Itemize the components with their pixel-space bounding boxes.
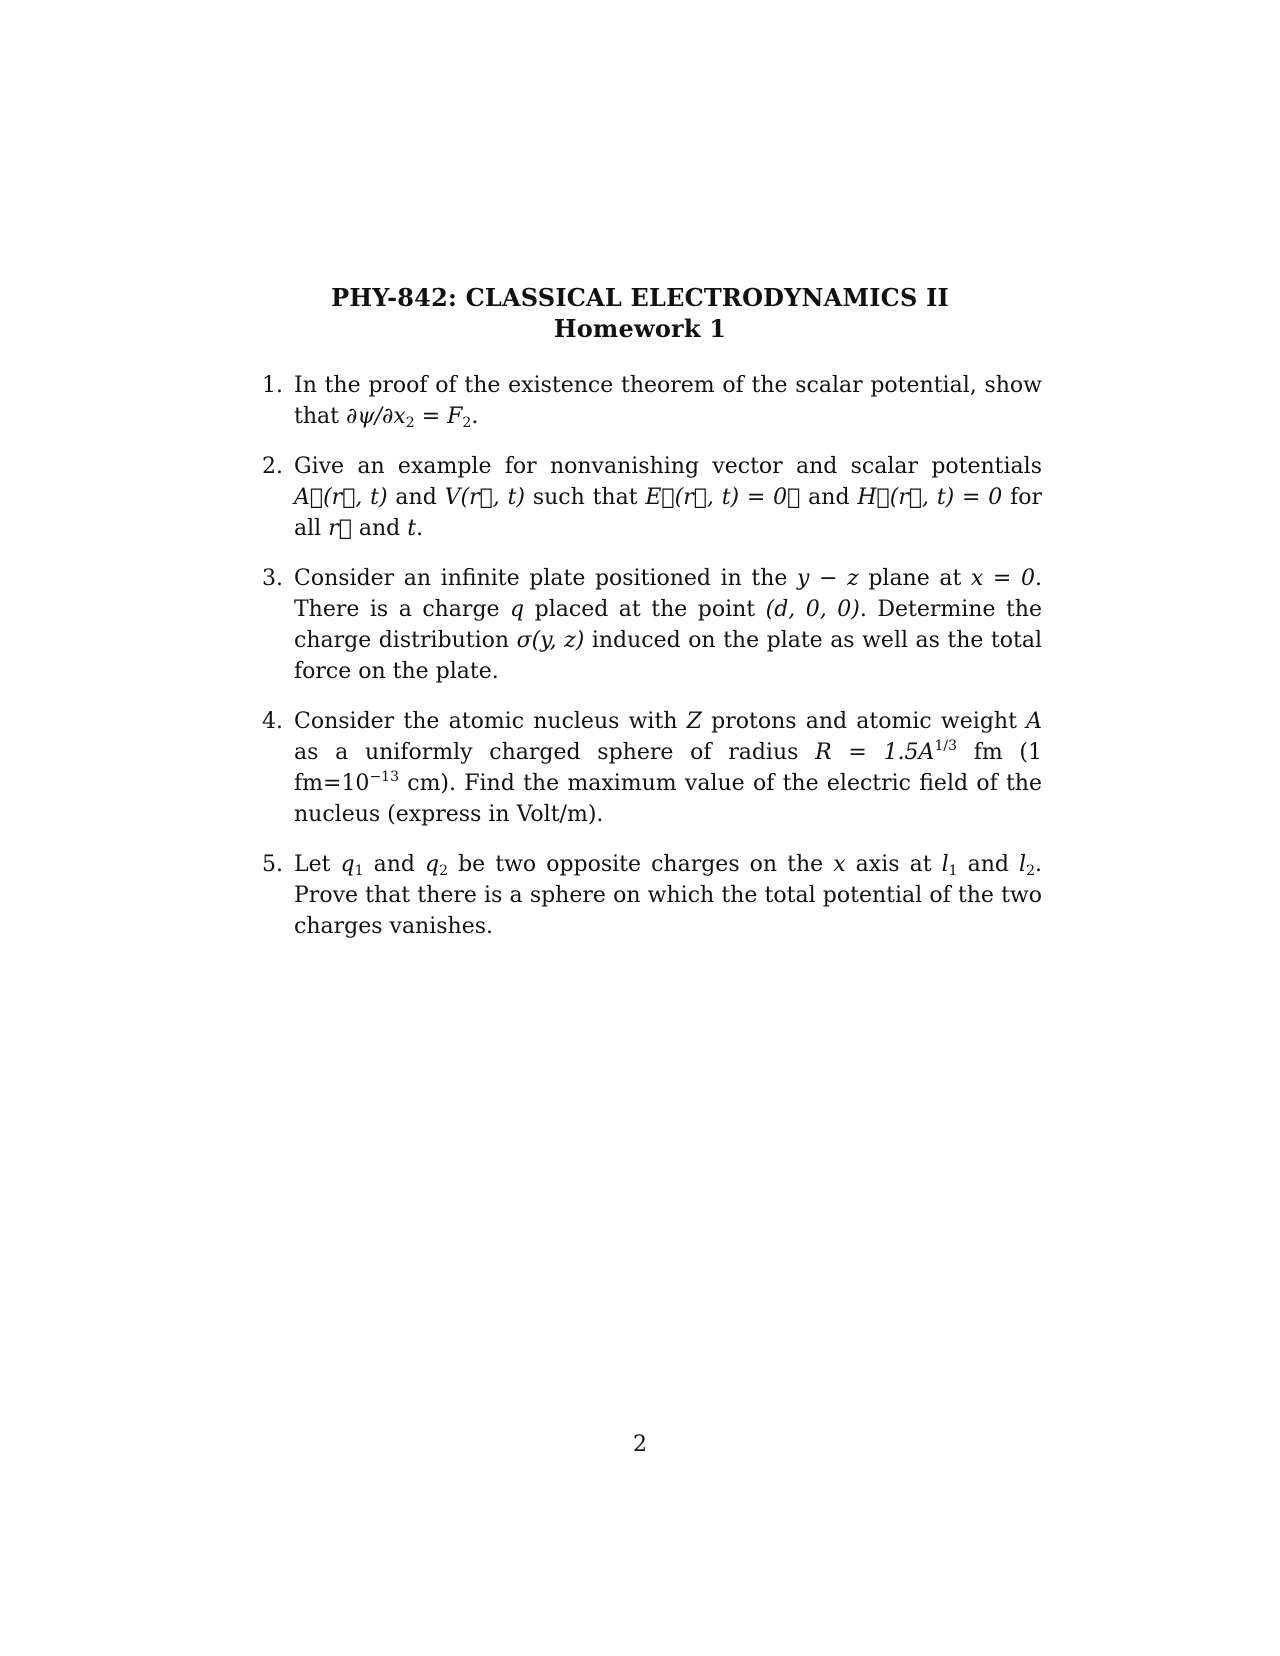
math-subscript: 1 [948, 863, 958, 879]
problem-text: and [387, 485, 445, 510]
problem-number: 1. [262, 373, 283, 398]
problem-text: plane at [858, 566, 971, 591]
problem-number: 2. [262, 454, 283, 479]
math: y − z [797, 566, 859, 591]
problem-text: be two opposite charges on the [448, 852, 834, 877]
problem-text: placed at the point [524, 597, 766, 622]
problem-number: 4. [262, 709, 283, 734]
problem-2 [262, 451, 1042, 544]
problem-text: for all [294, 485, 1043, 541]
problem-text: fm (1 fm=10 [294, 740, 1042, 796]
problem-list [262, 370, 1042, 961]
problem-text: Let [294, 852, 341, 877]
problem-4 [262, 706, 1042, 830]
problem-text: induced on the plate as well as the total force on the plate. [294, 628, 1042, 684]
problem-text: . [471, 404, 479, 429]
problem-text: and [800, 485, 858, 510]
problem-text: . Determine the charge distribution [294, 597, 1042, 653]
problem-text: . Prove that there is a sphere on which the total potential of the two charges vanishes. [294, 852, 1042, 939]
problem-text: and [957, 852, 1020, 877]
problem-text: as a uniformly charged sphere of radius [294, 740, 816, 765]
math: x = 0 [970, 566, 1035, 591]
math-subscript: 1 [354, 863, 364, 879]
problem-number: 5. [262, 852, 283, 877]
problem-1 [262, 370, 1042, 432]
math-superscript: −13 [369, 769, 399, 785]
problem-number: 3. [262, 566, 283, 591]
problem-text: protons and atomic weight [701, 709, 1027, 734]
math-superscript: 1/3 [934, 738, 957, 754]
course-title: PHY-842: CLASSICAL ELECTRODYNAMICS II [331, 283, 949, 312]
problem-3 [262, 563, 1042, 687]
math: R = 1.5A [815, 740, 935, 765]
problem-text: . [416, 516, 424, 541]
problem-text: axis at [845, 852, 942, 877]
problem-text: such that [525, 485, 646, 510]
math: H⃗(r⃗, t) = 0 [857, 485, 1003, 510]
math: r⃗ [328, 516, 352, 541]
math-subscript: 2 [439, 863, 449, 879]
problem-5 [262, 849, 1042, 942]
math-subscript: 2 [405, 415, 415, 431]
math: V(r⃗, t) [444, 485, 526, 510]
problem-text: Consider the atomic nucleus with [294, 709, 687, 734]
math: A [1026, 709, 1042, 734]
math: x [833, 852, 846, 877]
math: σ(y, z) [516, 628, 585, 653]
math: Z [686, 709, 702, 734]
math: E⃗(r⃗, t) = 0⃗ [645, 485, 801, 510]
math: q [425, 852, 440, 877]
problem-text: cm). Find the maximum value of the electric field of the nucleus (express in Volt/m). [294, 771, 1042, 827]
page-number: 2 [633, 1432, 647, 1457]
problem-text: Give an example for nonvanishing vector and scalar potentials [294, 454, 1042, 479]
problem-text: . There is a charge [294, 566, 1042, 622]
problem-text: In the proof of the existence theorem of the scalar potential, show that [294, 373, 1042, 429]
problem-text: and [363, 852, 426, 877]
problem-text: and [351, 516, 408, 541]
math: q [340, 852, 355, 877]
math-subscript: 2 [1026, 863, 1035, 879]
assignment-title: Homework 1 [553, 314, 727, 343]
math: l [941, 852, 949, 877]
math: ∂ψ/∂x [345, 404, 406, 429]
problem-text: Consider an infinite plate positioned in the [294, 566, 798, 591]
math: t [407, 516, 417, 541]
math: l [1019, 852, 1027, 877]
math: (d, 0, 0) [765, 597, 860, 622]
math: = F [414, 404, 463, 429]
math: q [510, 597, 525, 622]
math-subscript: 2 [462, 415, 472, 431]
math: A⃗(r⃗, t) [294, 485, 388, 510]
